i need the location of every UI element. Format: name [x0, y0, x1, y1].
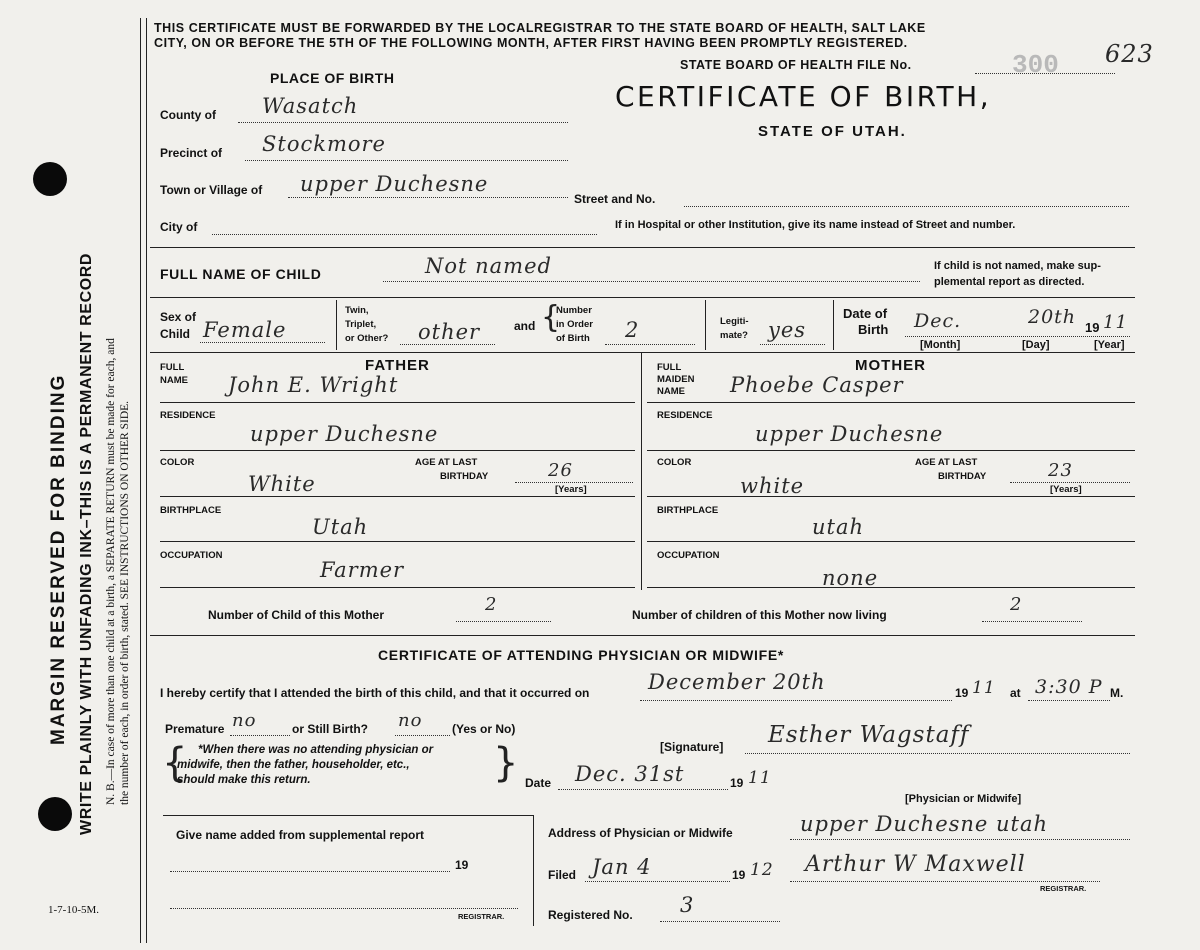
- precinct-line: [245, 160, 568, 161]
- margin-rule-outer: [140, 18, 141, 943]
- father-full-label: FULL: [160, 362, 185, 373]
- certify-year-handwritten: 11: [972, 678, 996, 698]
- premature-label: Premature: [165, 722, 225, 736]
- mother-maiden-label: MAIDEN: [657, 374, 695, 385]
- yes-no-label: (Yes or No): [452, 722, 516, 736]
- father-years-caption: [Years]: [555, 484, 587, 495]
- father-name-label: NAME: [160, 375, 188, 386]
- father-residence-line: [160, 450, 635, 451]
- certify-time-line: [1028, 700, 1110, 701]
- twin-label-3: or Other?: [345, 333, 389, 344]
- mother-occupation-value: none: [822, 566, 879, 590]
- father-color-value: White: [248, 472, 316, 496]
- birth-day-value: 20th: [1028, 306, 1077, 328]
- mother-birthplace-line: [647, 541, 1135, 542]
- county-value: Wasatch: [262, 94, 359, 118]
- mother-years-caption: [Years]: [1050, 484, 1082, 495]
- physician-heading: CERTIFICATE OF ATTENDING PHYSICIAN OR MIDWIFE*: [378, 647, 785, 663]
- birth-date-line: [905, 336, 1130, 337]
- street-label: Street and No.: [574, 192, 656, 206]
- sex-value: Female: [203, 318, 287, 342]
- mother-residence-value: upper Duchesne: [755, 422, 944, 446]
- filed-year-handwritten: 12: [750, 860, 774, 880]
- legit-label-2: mate?: [720, 330, 748, 341]
- father-color-label: COLOR: [160, 457, 195, 468]
- margin-nb-line1: N. B.—In case of more than one child at a birth, a SEPARATE RETURN must be made for each, and: [105, 338, 117, 805]
- mother-color-value: white: [740, 474, 805, 498]
- father-birthplace-label: BIRTHPLACE: [160, 505, 222, 516]
- certify-date-value: December 20th: [648, 670, 826, 694]
- premature-value: no: [232, 710, 257, 731]
- twin-label-2: Triplet,: [345, 319, 377, 330]
- registrar-signature: Arthur W Maxwell: [805, 852, 1026, 877]
- town-value: upper Duchesne: [300, 172, 489, 196]
- mother-name-value: Phoebe Casper: [730, 373, 904, 397]
- mother-name-line: [647, 402, 1135, 403]
- registrar-caption: REGISTRAR.: [1040, 884, 1087, 893]
- order-label-3: of Birth: [556, 333, 590, 344]
- child-name-value: Not named: [425, 254, 552, 278]
- mother-birthplace-value: utah: [812, 515, 865, 539]
- father-occupation-value: Farmer: [320, 558, 405, 582]
- premature-line: [230, 735, 290, 736]
- certify-at-label: at: [1010, 686, 1021, 700]
- registered-number-line: [660, 921, 780, 922]
- birth-month-caption: [Month]: [920, 339, 961, 351]
- physician-note-line3: should make this return.: [177, 774, 311, 786]
- place-section-divider: [150, 247, 1135, 248]
- sex-label-2: Child: [160, 327, 190, 341]
- order-value: 2: [625, 318, 640, 342]
- father-age-value: 26: [548, 460, 573, 481]
- certify-text: I hereby certify that I attended the birth of this child, and that it occurred on: [160, 686, 590, 700]
- date-value: Dec. 31st: [575, 762, 685, 786]
- order-label-2: in Order: [556, 319, 593, 330]
- registrar-signature-line: [790, 881, 1100, 882]
- filed-label: Filed: [548, 868, 577, 882]
- birth-year-handwritten: 11: [1103, 312, 1128, 333]
- father-age-label-2: BIRTHDAY: [440, 471, 489, 482]
- binding-hole-bottom: [38, 797, 72, 831]
- city-line: [212, 234, 597, 235]
- filed-date-line: [585, 881, 730, 882]
- physician-note-line2: midwife, then the father, householder, etc.,: [177, 759, 410, 771]
- twin-value: other: [418, 320, 481, 344]
- birth-date-label-1: Date of: [843, 306, 888, 321]
- mother-full-label: FULL: [657, 362, 682, 373]
- mother-name-label: NAME: [657, 386, 685, 397]
- form-number: 1-7-10-5M.: [48, 904, 100, 916]
- supplemental-registrar-caption: REGISTRAR.: [458, 912, 505, 921]
- county-label: County of: [160, 108, 216, 122]
- mother-occupation-label: OCCUPATION: [657, 550, 720, 561]
- file-number-label: STATE BOARD OF HEALTH FILE No.: [680, 58, 912, 72]
- forwarding-notice-line1: THIS CERTIFICATE MUST BE FORWARDED BY THE LOCALREGISTRAR TO THE STATE BOARD OF HEALTH, SALT LAKE: [154, 21, 926, 35]
- father-name-value: John E. Wright: [228, 373, 399, 397]
- counts-divider: [150, 635, 1135, 636]
- still-birth-value: no: [398, 710, 423, 731]
- order-line: [605, 344, 695, 345]
- physician-note-line1: *When there was no attending physician or: [198, 744, 434, 756]
- mother-occupation-line: [647, 587, 1135, 588]
- father-color-line: [160, 496, 635, 497]
- father-birthplace-line: [160, 541, 635, 542]
- signature-line: [745, 753, 1130, 754]
- address-line: [790, 839, 1130, 840]
- birth-year-caption: [Year]: [1094, 339, 1125, 351]
- address-label: Address of Physician or Midwife: [548, 826, 733, 840]
- order-brace: {: [541, 300, 561, 335]
- supplemental-label: Give name added from supplemental report: [176, 828, 425, 842]
- certificate-title: CERTIFICATE OF BIRTH,: [615, 80, 992, 113]
- father-residence-label: RESIDENCE: [160, 410, 216, 421]
- father-residence-value: upper Duchesne: [250, 422, 439, 446]
- child-number-line: [456, 621, 551, 622]
- filed-year-printed: 19: [732, 868, 746, 882]
- legit-line: [760, 344, 825, 345]
- child-details-divider: [150, 352, 1135, 353]
- supplemental-registrar-line: [170, 908, 518, 909]
- place-of-birth-heading: PLACE OF BIRTH: [270, 70, 395, 86]
- margin-binding-text: MARGIN RESERVED FOR BINDING: [48, 373, 69, 745]
- certify-time-value: 3:30 P: [1035, 676, 1103, 698]
- father-occupation-line: [160, 587, 635, 588]
- child-number-value: 2: [485, 594, 498, 615]
- street-line: [684, 206, 1129, 207]
- note-brace-left: {: [162, 740, 188, 786]
- state-of-utah: STATE OF UTAH.: [758, 123, 907, 140]
- signature-label: [Signature]: [660, 740, 724, 754]
- mother-birthplace-label: BIRTHPLACE: [657, 505, 719, 516]
- and-label: and: [514, 319, 536, 333]
- sex-divider: [336, 300, 337, 350]
- twin-label-1: Twin,: [345, 305, 369, 316]
- order-divider: [705, 300, 706, 350]
- precinct-label: Precinct of: [160, 146, 223, 160]
- still-birth-line: [395, 735, 450, 736]
- father-occupation-label: OCCUPATION: [160, 550, 223, 561]
- certify-date-line: [640, 700, 952, 701]
- mother-age-label-2: BIRTHDAY: [938, 471, 987, 482]
- child-name-note-line1: If child is not named, make sup-: [934, 260, 1101, 272]
- father-birthplace-value: Utah: [312, 515, 369, 539]
- parents-column-divider: [641, 352, 642, 590]
- date-label: Date: [525, 776, 552, 790]
- father-heading: FATHER: [365, 357, 430, 374]
- child-name-label: FULL NAME OF CHILD: [160, 266, 322, 282]
- legit-divider: [833, 300, 834, 350]
- sex-line: [200, 342, 325, 343]
- children-living-label: Number of children of this Mother now living: [632, 608, 887, 622]
- hospital-note: If in Hospital or other Institution, give its name instead of Street and number.: [615, 219, 1016, 231]
- legit-value: yes: [768, 318, 807, 342]
- birth-month-value: Dec.: [914, 310, 962, 332]
- file-number-stamp: 300: [1012, 50, 1059, 80]
- registered-number-value: 3: [680, 893, 695, 917]
- mother-heading: MOTHER: [855, 357, 926, 374]
- child-name-note-line2: plemental report as directed.: [934, 276, 1085, 288]
- note-brace-right: }: [493, 740, 519, 786]
- supplemental-name-line: [170, 871, 450, 872]
- father-name-line: [160, 402, 635, 403]
- children-living-value: 2: [1010, 594, 1023, 615]
- county-line: [238, 122, 568, 123]
- birth-date-label-2: Birth: [858, 322, 889, 337]
- child-name-line: [383, 281, 920, 282]
- registered-number-label: Registered No.: [548, 908, 633, 922]
- mother-color-label: COLOR: [657, 457, 692, 468]
- filed-date-value: Jan 4: [592, 855, 652, 879]
- physician-signature: Esther Wagstaff: [768, 722, 970, 748]
- mother-age-line: [1010, 482, 1130, 483]
- supplemental-19: 19: [455, 858, 469, 872]
- date-year-handwritten: 11: [748, 768, 772, 788]
- margin-ink-text: WRITE PLAINLY WITH UNFADING INK–THIS IS A PERMANENT RECORD: [78, 252, 95, 835]
- sex-label-1: Sex of: [160, 310, 197, 324]
- still-birth-label: or Still Birth?: [292, 722, 368, 736]
- date-year-printed: 19: [730, 776, 744, 790]
- town-line: [288, 197, 568, 198]
- mother-age-value: 23: [1048, 460, 1073, 481]
- file-number-handwritten: 623: [1105, 40, 1154, 68]
- legit-label-1: Legiti-: [720, 316, 749, 327]
- certify-year-printed: 19: [955, 686, 969, 700]
- order-label-1: Number: [556, 305, 592, 316]
- child-name-divider: [150, 297, 1135, 298]
- birth-year-printed: 19: [1085, 320, 1100, 335]
- mother-residence-label: RESIDENCE: [657, 410, 713, 421]
- father-age-label-1: AGE AT LAST: [415, 457, 478, 468]
- address-value: upper Duchesne utah: [800, 812, 1049, 836]
- binding-hole-top: [33, 162, 67, 196]
- father-age-line: [515, 482, 633, 483]
- precinct-value: Stockmore: [262, 132, 386, 156]
- forwarding-notice-line2: CITY, ON OR BEFORE THE 5TH OF THE FOLLOWING MONTH, AFTER FIRST HAVING BEEN PROMPTLY REGISTERED.: [154, 36, 908, 50]
- twin-line: [400, 344, 495, 345]
- city-label: City of: [160, 220, 198, 234]
- children-living-line: [982, 621, 1082, 622]
- mother-residence-line: [647, 450, 1135, 451]
- physician-role-caption: [Physician or Midwife]: [905, 793, 1022, 805]
- certify-meridian: M.: [1110, 686, 1124, 700]
- birth-day-caption: [Day]: [1022, 339, 1050, 351]
- mother-age-label-1: AGE AT LAST: [915, 457, 978, 468]
- mother-color-line: [647, 496, 1135, 497]
- town-label: Town or Village of: [160, 183, 263, 197]
- margin-rule-inner: [146, 18, 147, 943]
- child-number-label: Number of Child of this Mother: [208, 608, 384, 622]
- date-line: [558, 789, 728, 790]
- margin-nb-line2: the number of each, in order of birth, stated. SEE INSTRUCTIONS ON OTHER SIDE.: [119, 400, 131, 805]
